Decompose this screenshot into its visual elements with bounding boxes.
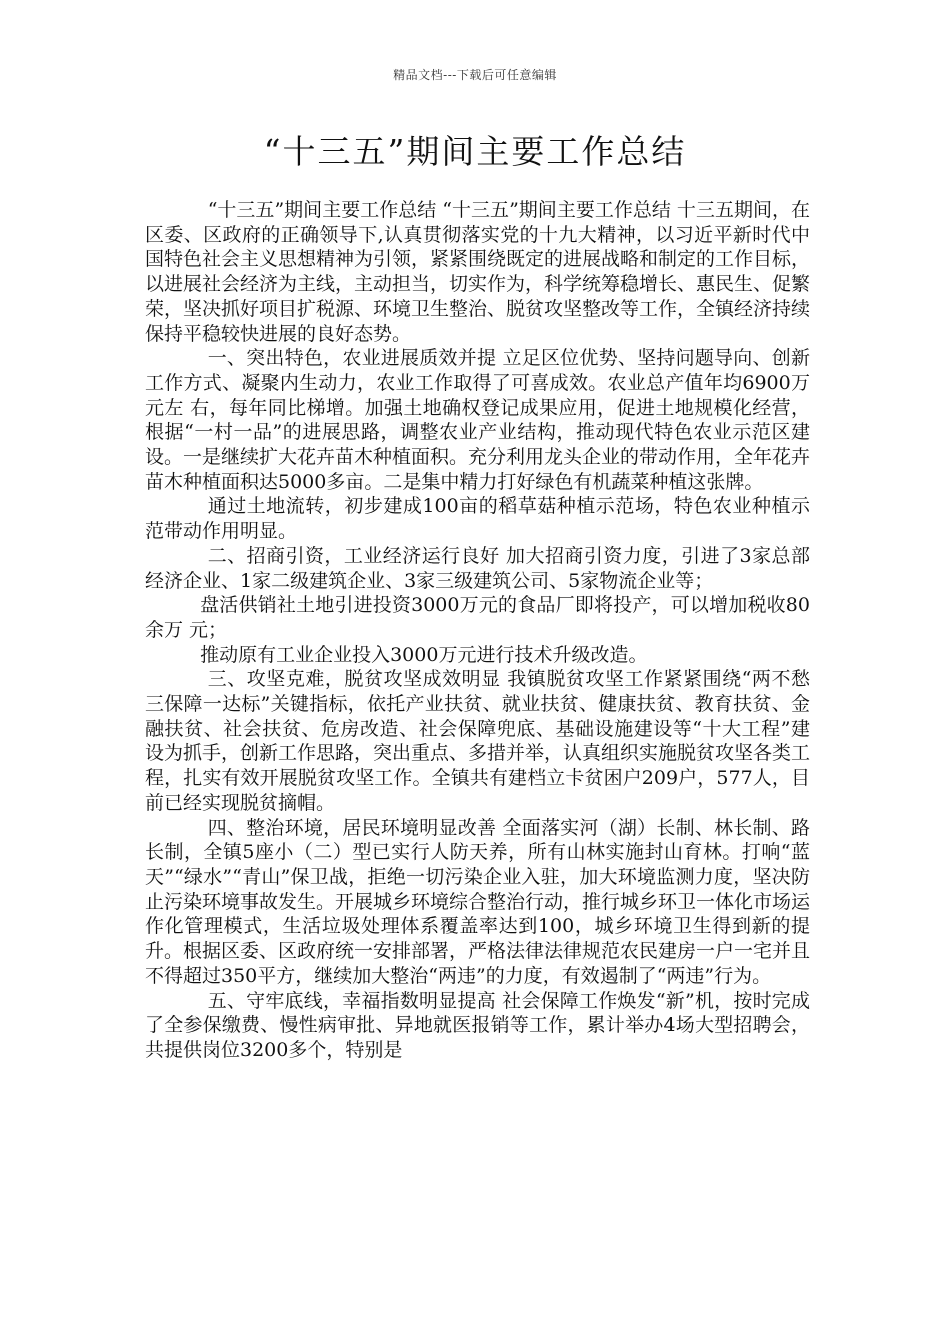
document-body <box>145 198 810 1063</box>
document-title: “十三五”期间主要工作总结 <box>263 132 687 171</box>
paragraph-tech-upgrade: 推动原有工业企业投入3000万元进行技术升级改造。 <box>200 643 648 666</box>
paragraph-investment: 二、招商引资，工业经济运行良好 加大招商引资力度，引进了3家总部经济企业、1家二级建筑企业、3家三级建筑公司、5家物流企业等； <box>145 544 810 592</box>
paragraph-supply-coop: 盘活供销社土地引进投资3000万元的食品厂即将投产，可以增加税收80余万 元； <box>145 594 810 641</box>
header-note: 精品文档---下载后可任意编辑 <box>393 68 557 82</box>
paragraph-social-security: 五、守牢底线，幸福指数明显提高 社会保障工作焕发“新”机，按时完成了全参保缴费、慢性病审批、异地就医报销等工作，累计举办4场大型招聘会， 共提供岗位3200多个，特别是 <box>145 989 810 1061</box>
paragraph-poverty: 三、攻坚克难，脱贫攻坚成效明显 我镇脱贫攻坚工作紧紧围绕“两不愁三保障一达标”关键指标，依托产业扶贫、就业扶贫、健康扶贫、教育扶贫、金融扶贫、社会扶贫、危房改造、社会保障兜底、基础设施建设等“十大工程”建设为抓手，创新工作思路，突出重点、多措并举，认真组织实施脱贫攻坚各类工程，扎实有效开展脱贫攻坚工作。全镇共有建档立卡贫困户209户，577人，目前已经实现脱贫摘帽。 <box>145 668 811 814</box>
paragraph-agriculture: 一、突出特色，农业进展质效并提 立足区位优势、坚持问题导向、创新工作方式、凝聚内生动力，农业工作取得了可喜成效。农业总产值年均6900万元左 右，每年同比梯增。加强土地确权登记成果应用，促进土地规模化经营，根据“一村一品”的进展思路，调整农业产业结构，推动现代特色农业示范区建设。一是继续扩大花卉苗木种植面积。充分利用龙头企业的带动作用，全年花卉苗木种植面积达5000多亩。二是集中精力打好绿色有机蔬菜种植这张牌。 <box>145 347 811 493</box>
paragraph-intro: “十三五”期间主要工作总结 “十三五”期间主要工作总结 十三五期间，在区委、区政府的正确领导下,认真贯彻落实党的十九大精神，以习近平新时代中国特色社会主义思想精神为引领，紧紧围绕既定的进展战略和制定的工作目标，以进展社会经济为主线，主动担当，切实作为，科学统筹稳增长、惠民生、促繁荣，坚决抓好项目扩税源、环境卫生整治、脱贫攻坚整改等工作，全镇经济持续保持平稳较快进展的良好态势。 <box>145 199 811 345</box>
paragraph-land-transfer: 通过土地流转，初步建成100亩的稻草菇种植示范场，特色农业种植示范带动作用明显。 <box>145 495 810 543</box>
paragraph-environment: 四、整治环境，居民环境明显改善 全面落实河（湖）长制、林长制、路长制，全镇5座小（二）型已实行人防天养，所有山林实施封山育林。打响“蓝天”“绿水”“青山”保卫战，拒绝一切污染企业入驻，加大环境监测力度，坚决防止污染环境事故发生。开展城乡环境综合整治行动，推行城乡环卫一体化市场运作化管理模式，生活垃圾处理体系覆盖率达到100，城乡环境卫生得到新的提升。根据区委、区政府统一安排部署，严格法律法律规范农民建房一户一宅并且不得超过350平方，继续加大整治“两违”的力度，有效遏制了“两违”行为。 <box>145 816 811 987</box>
